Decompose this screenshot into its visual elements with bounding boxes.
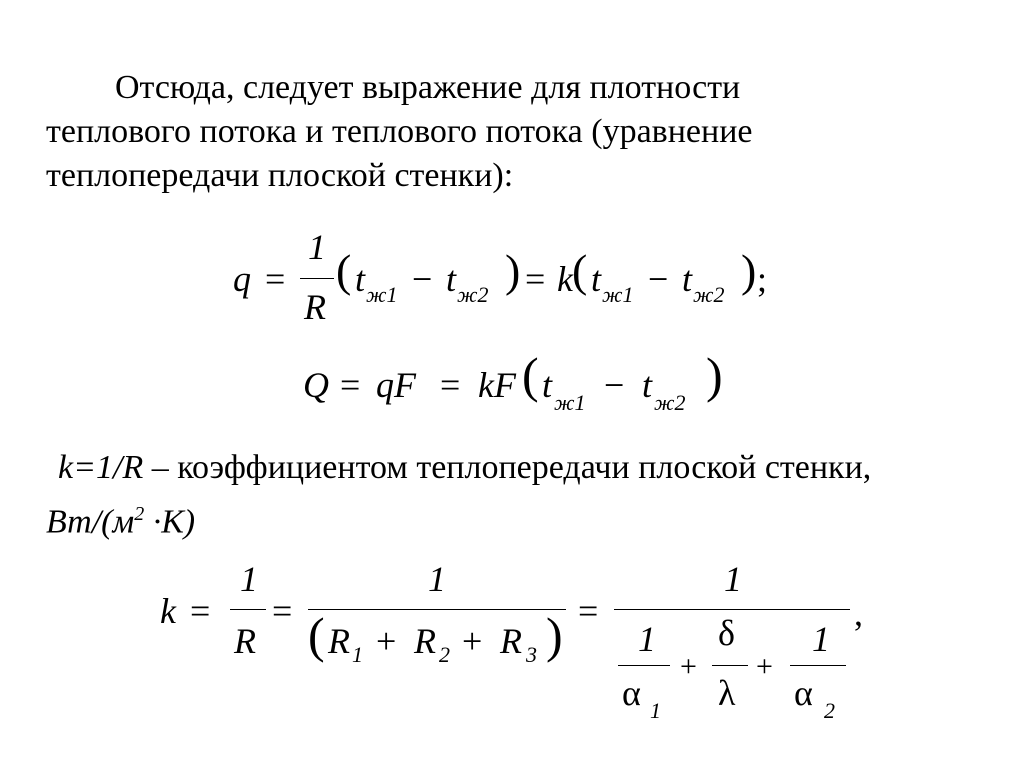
eq1-semicolon: ; [757,259,768,299]
eq3-R1: R [328,621,350,661]
definition-unit [46,492,195,544]
eq3-lambda: λ [718,673,736,713]
eq3-alpha1-subscript: 1 [650,698,661,723]
eq2-qF: qF [376,365,416,405]
eq1-t1-subscript: ж1 [366,282,398,307]
eq3-fraction2-bar [308,609,566,610]
eq3-alpha2: α [794,673,813,713]
unit-superscript: 2 [134,503,145,525]
eq2-right-paren: ) [706,347,723,403]
eq3-equals-3: = [578,591,599,631]
eq3-alpha1-numerator: 1 [638,619,656,659]
eq3-alpha2-bar [790,665,846,666]
eq3-delta-lambda-bar [712,665,748,666]
eq1-right-paren: ) [505,245,521,296]
eq1-t4: t [682,259,693,299]
eq2-t2: t [642,365,653,405]
eq1-minus-2: − [648,259,669,299]
eq1-t2: t [446,259,457,299]
eq3-right-paren: ) [546,607,563,663]
eq3-R1-subscript: 1 [352,642,363,667]
eq3-fraction2-numerator: 1 [428,559,446,599]
eq1-k: k [557,259,573,299]
eq3-fraction1-bar [230,609,266,610]
eq2-t1-subscript: ж1 [554,390,586,415]
definition-line-1 [58,446,871,490]
eq1-equals: = [265,259,286,299]
eq3-equals: = [190,591,211,631]
eq3-R2: R [414,621,436,661]
eq1-right-paren-2: ) [741,245,757,296]
eq1-left-paren-2: ( [572,245,588,296]
eq3-fraction1-numerator: 1 [240,559,258,599]
eq3-plus-1: + [376,621,397,661]
eq3-plus-2: + [462,621,483,661]
eq3-plus-3: + [680,650,697,683]
definition-text: – коэффициентом теплопередачи плоской стенки, [143,449,872,486]
eq3-fraction3-numerator: 1 [724,559,742,599]
eq3-k: k [160,591,176,631]
eq3-alpha2-numerator: 1 [812,619,830,659]
eq1-minus: − [412,259,433,299]
eq3-fraction1-denominator: R [234,621,256,661]
definition-k-expression: k=1/R [58,449,144,486]
eq3-fraction3-bar [614,609,850,610]
eq3-equals-2: = [272,591,293,631]
eq3-alpha2-subscript: 2 [824,698,835,723]
unit-part-b: ·К) [144,503,196,541]
eq1-t3-subscript: ж1 [602,282,634,307]
eq2-kF: kF [478,365,516,405]
eq2-t1: t [542,365,553,405]
eq2-equals-2: = [440,365,461,405]
paragraph-line-2: теплового потока и теплового потока (уравнение [46,113,753,150]
eq3-left-paren: ( [308,607,325,663]
eq3-alpha1-bar [618,665,670,666]
paragraph-line-1: Отсюда, следует выражение для плотности [115,69,741,106]
eq2-equals: = [340,365,361,405]
eq3-alpha1: α [622,673,641,713]
eq3-comma: , [854,593,863,633]
eq1-t3: t [591,259,602,299]
eq2-minus: − [604,365,625,405]
eq3-plus-4: + [756,650,773,683]
eq2-t2-subscript: ж2 [654,390,686,415]
eq1-t1: t [355,259,366,299]
eq3-delta: δ [718,613,735,653]
eq2-Q: Q [303,365,329,405]
eq3-R3-subscript: 3 [526,642,537,667]
eq3-R3: R [500,621,522,661]
paragraph-line-3: теплопередачи плоской стенки): [46,157,514,194]
eq1-fraction-numerator: 1 [308,227,326,267]
eq1-fraction-bar [300,278,334,279]
eq1-q: q [233,259,251,299]
eq1-equals-2: = [525,259,546,299]
eq1-fraction-denominator: R [304,287,326,327]
eq1-t4-subscript: ж2 [693,282,725,307]
eq3-R2-subscript: 2 [439,642,450,667]
eq2-left-paren: ( [522,347,539,403]
unit-part-a: Вт/(м [46,503,135,541]
eq1-t2-subscript: ж2 [457,282,489,307]
eq1-left-paren: ( [336,245,352,296]
